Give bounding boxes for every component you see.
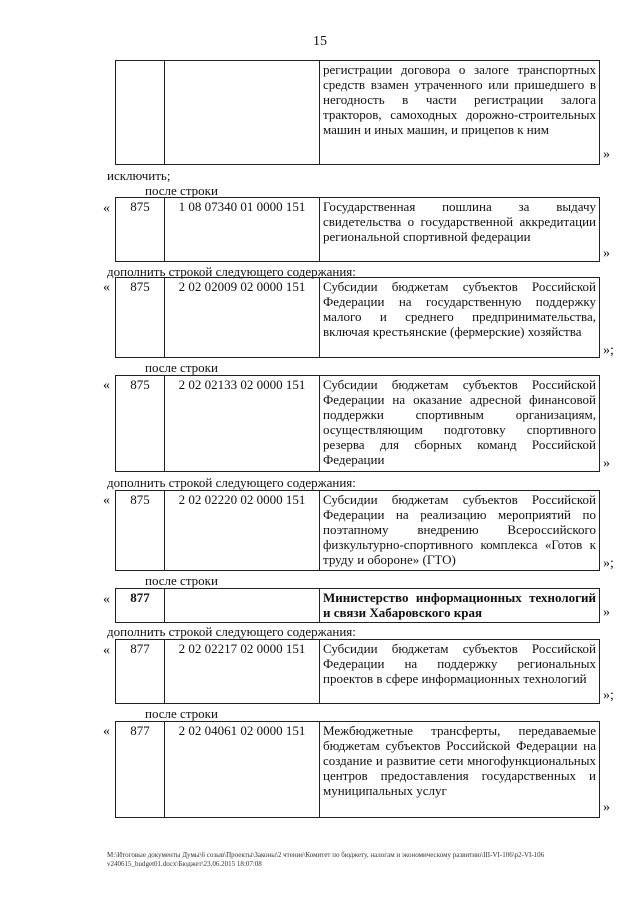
close-quote: » xyxy=(603,456,610,471)
budget-row xyxy=(115,277,600,358)
instruction-after-row: после строки xyxy=(145,360,218,375)
admin-code: 875 xyxy=(116,491,165,571)
kbk-cell xyxy=(165,61,320,165)
budget-row xyxy=(115,375,600,472)
income-description: Субсидии бюджетам субъектов Российской Федерации на реализацию мероприятий по поэтапному внедрению Всероссийского физкультурно-спортивного комплекса «Готов к труду и обороне» (ГТО) xyxy=(320,491,600,571)
kbk-code: 2 02 04061 02 0000 151 xyxy=(165,722,320,818)
open-quote: « xyxy=(103,493,110,508)
open-quote: « xyxy=(103,201,110,216)
income-description: Государственная пошлина за выдачу свидетельства о государственной аккредитации региональной спортивной федерации xyxy=(320,198,600,262)
admin-code: 875 xyxy=(116,278,165,358)
code-cell xyxy=(116,61,165,165)
open-quote: « xyxy=(103,378,110,393)
instruction-add-row: дополнить строкой следующего содержания: xyxy=(107,264,356,279)
budget-row xyxy=(115,721,600,818)
instruction-after-row: после строки xyxy=(145,573,218,588)
admin-code: 877 xyxy=(116,722,165,818)
budget-row xyxy=(115,197,600,262)
open-quote: « xyxy=(103,724,110,739)
close-quote: » xyxy=(603,147,610,162)
instruction-after-row: после строки xyxy=(145,706,218,721)
close-quote: »; xyxy=(603,343,614,358)
income-description: Межбюджетные трансферты, передаваемые бюджетам субъектов Российской Федерации на создание и развитие сети многофункциональных центров предоставления государственных и муниципальных услуг xyxy=(320,722,600,818)
ministry-name: Министерство информационных технологий и связи Хабаровского края xyxy=(320,589,600,623)
close-quote: » xyxy=(603,605,610,620)
instruction-add-row: дополнить строкой следующего содержания: xyxy=(107,475,356,490)
budget-row xyxy=(115,588,600,623)
kbk-code: 2 02 02217 02 0000 151 xyxy=(165,640,320,704)
instruction-add-row: дополнить строкой следующего содержания: xyxy=(107,624,356,639)
admin-code: 877 xyxy=(116,589,165,623)
kbk-code: 1 08 07340 01 0000 151 xyxy=(165,198,320,262)
income-description: Субсидии бюджетам субъектов Российской Федерации на оказание адресной финансовой поддержки спортивным организациям, осуществляющим подготовку спортивного резерва для сборных команд Российской Федерации xyxy=(320,376,600,472)
close-quote: » xyxy=(603,246,610,261)
admin-code: 877 xyxy=(116,640,165,704)
admin-code: 875 xyxy=(116,376,165,472)
budget-row xyxy=(115,639,600,704)
close-quote: » xyxy=(603,800,610,815)
instruction-after-row: после строки xyxy=(145,183,218,198)
admin-code: 875 xyxy=(116,198,165,262)
open-quote: « xyxy=(103,592,110,607)
income-description: Субсидии бюджетам субъектов Российской Федерации на поддержку региональных проектов в сфере информационных технологий xyxy=(320,640,600,704)
open-quote: « xyxy=(103,280,110,295)
open-quote: « xyxy=(103,643,110,658)
kbk-code: 2 02 02133 02 0000 151 xyxy=(165,376,320,472)
close-quote: »; xyxy=(603,688,614,703)
kbk-code: 2 02 02009 02 0000 151 xyxy=(165,278,320,358)
page-number: 15 xyxy=(313,34,327,49)
description-cell: регистрации договора о залоге транспортных средств взамен утраченного или пришедшего в негодность в части регистрации залога тракторов, самоходных дорожно-строительных машин и иных машин, и прицепов к ним xyxy=(320,61,600,165)
close-quote: »; xyxy=(603,556,614,571)
kbk-code: 2 02 02220 02 0000 151 xyxy=(165,491,320,571)
fragment-table xyxy=(115,60,600,165)
file-path-footer: M:\Итоговые документы Думы\6 созыв\Проекты\Законы\2 чтение\Комитет по бюджету, налогам и экономическому развитию\III-VI-106\p2-VI-106 v240615_budget01.docx\Бюджет\23.06.2015 18:07:08 xyxy=(107,851,545,868)
kbk-code xyxy=(165,589,320,623)
budget-row xyxy=(115,490,600,571)
income-description: Субсидии бюджетам субъектов Российской Федерации на государственную поддержку малого и среднего предпринимательства, включая крестьянские (фермерские) хозяйства xyxy=(320,278,600,358)
instruction-exclude: исключить; xyxy=(107,168,171,183)
